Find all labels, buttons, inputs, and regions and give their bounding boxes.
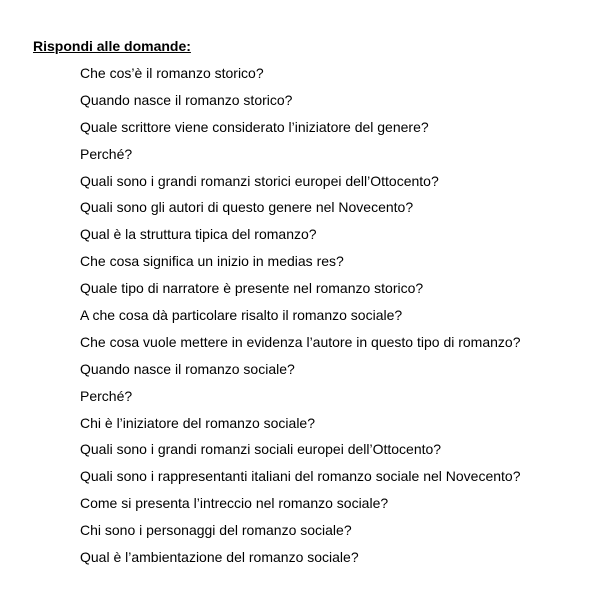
question-text: Come si presenta l’intreccio nel romanzo sociale? [80,495,389,512]
question-text: Quali sono gli autori di questo genere nel Novecento? [80,199,414,216]
page-heading: Rispondi alle domande: [33,38,191,54]
question-text: A che cosa dà particolare risalto il romanzo sociale? [80,307,403,324]
question-text: Chi sono i personaggi del romanzo sociale? [80,522,352,539]
question-text: Quale tipo di narratore è presente nel romanzo storico? [80,280,424,297]
question-text: Qual è la struttura tipica del romanzo? [80,226,317,243]
question-text: Che cos’è il romanzo storico? [80,65,264,81]
question-text: Che cosa significa un inizio in medias res? [80,253,344,270]
question-text: Quali sono i grandi romanzi storici europei dell’Ottocento? [80,172,439,189]
question-text: Quali sono i grandi romanzi sociali europei dell’Ottocento? [80,441,442,458]
question-text: Quando nasce il romanzo storico? [80,91,293,108]
question-text: Quando nasce il romanzo sociale? [80,360,295,377]
question-text: Perché? [80,387,133,404]
question-text: Perché? [80,145,133,162]
question-text: Chi è l’iniziatore del romanzo sociale? [80,414,316,431]
question-text: Che cosa vuole mettere in evidenza l’autore in questo tipo di romanzo? [80,333,521,350]
question-text: Quali sono i rappresentanti italiani del romanzo sociale nel Novecento? [80,468,521,485]
question-text: Quale scrittore viene considerato l’iniziatore del genere? [80,118,429,135]
question-text: Qual è l’ambientazione del romanzo sociale? [80,549,359,566]
